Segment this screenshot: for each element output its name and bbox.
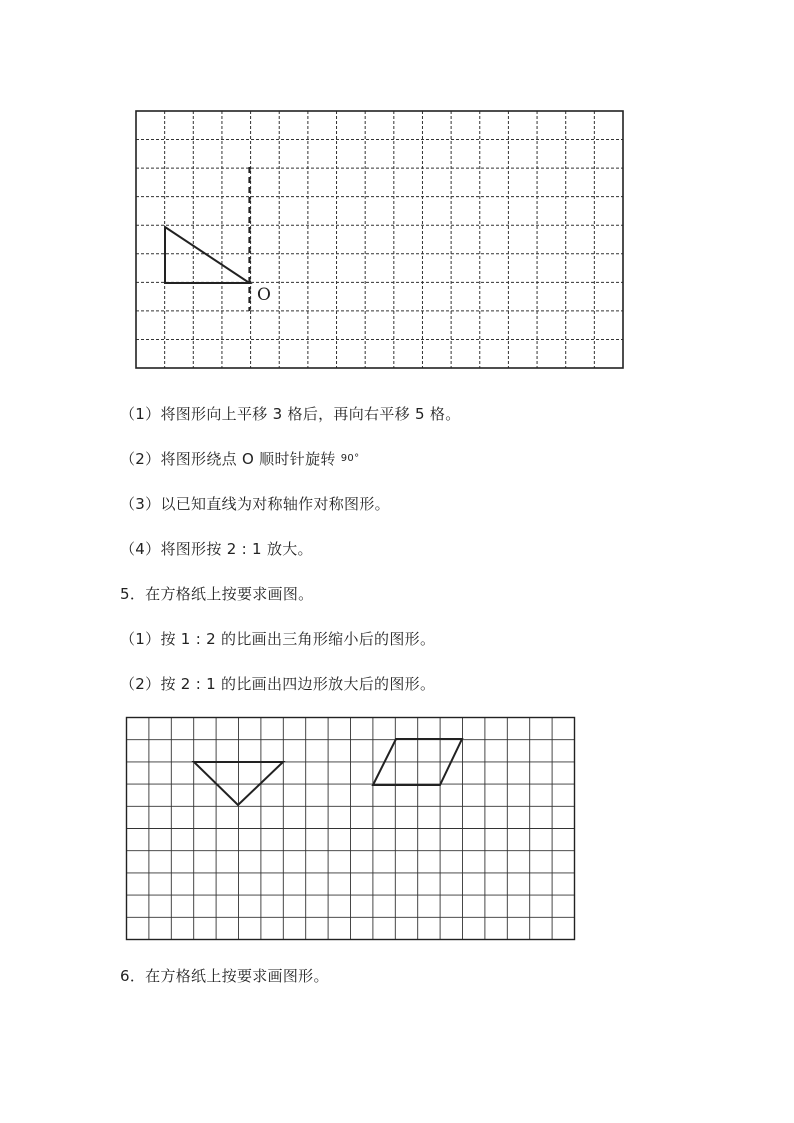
- q4-item-2: [120, 449, 359, 469]
- q5-title: 5．在方格纸上按要求画图。: [120, 585, 314, 603]
- grid-1-dashed-lines: [136, 111, 623, 368]
- grid-2-lines: [127, 718, 575, 940]
- q5-item-1: （1）按 1 : 2 的比画出三角形缩小后的图形。: [120, 630, 436, 648]
- q4-item-3: （3）以已知直线为对称轴作对称图形。: [120, 495, 390, 513]
- q4-item-2-text: （2）将图形绕点 O 顺时针旋转: [120, 450, 336, 468]
- grid-figure-2: [120, 712, 580, 942]
- q4-item-2-angle: 90°: [340, 453, 360, 464]
- q6-title: 6．在方格纸上按要求画图形。: [120, 967, 329, 985]
- grid-figure-1: [130, 105, 630, 375]
- right-triangle: [165, 227, 250, 283]
- q4-item-1: （1）将图形向上平移 3 格后，再向右平移 5 格。: [120, 405, 461, 423]
- point-o-label: O: [257, 285, 271, 305]
- q5-item-2: （2）按 2 : 1 的比画出四边形放大后的图形。: [120, 675, 436, 693]
- grid-1-border: [136, 111, 623, 368]
- q4-item-4: （4）将图形按 2 : 1 放大。: [120, 540, 313, 558]
